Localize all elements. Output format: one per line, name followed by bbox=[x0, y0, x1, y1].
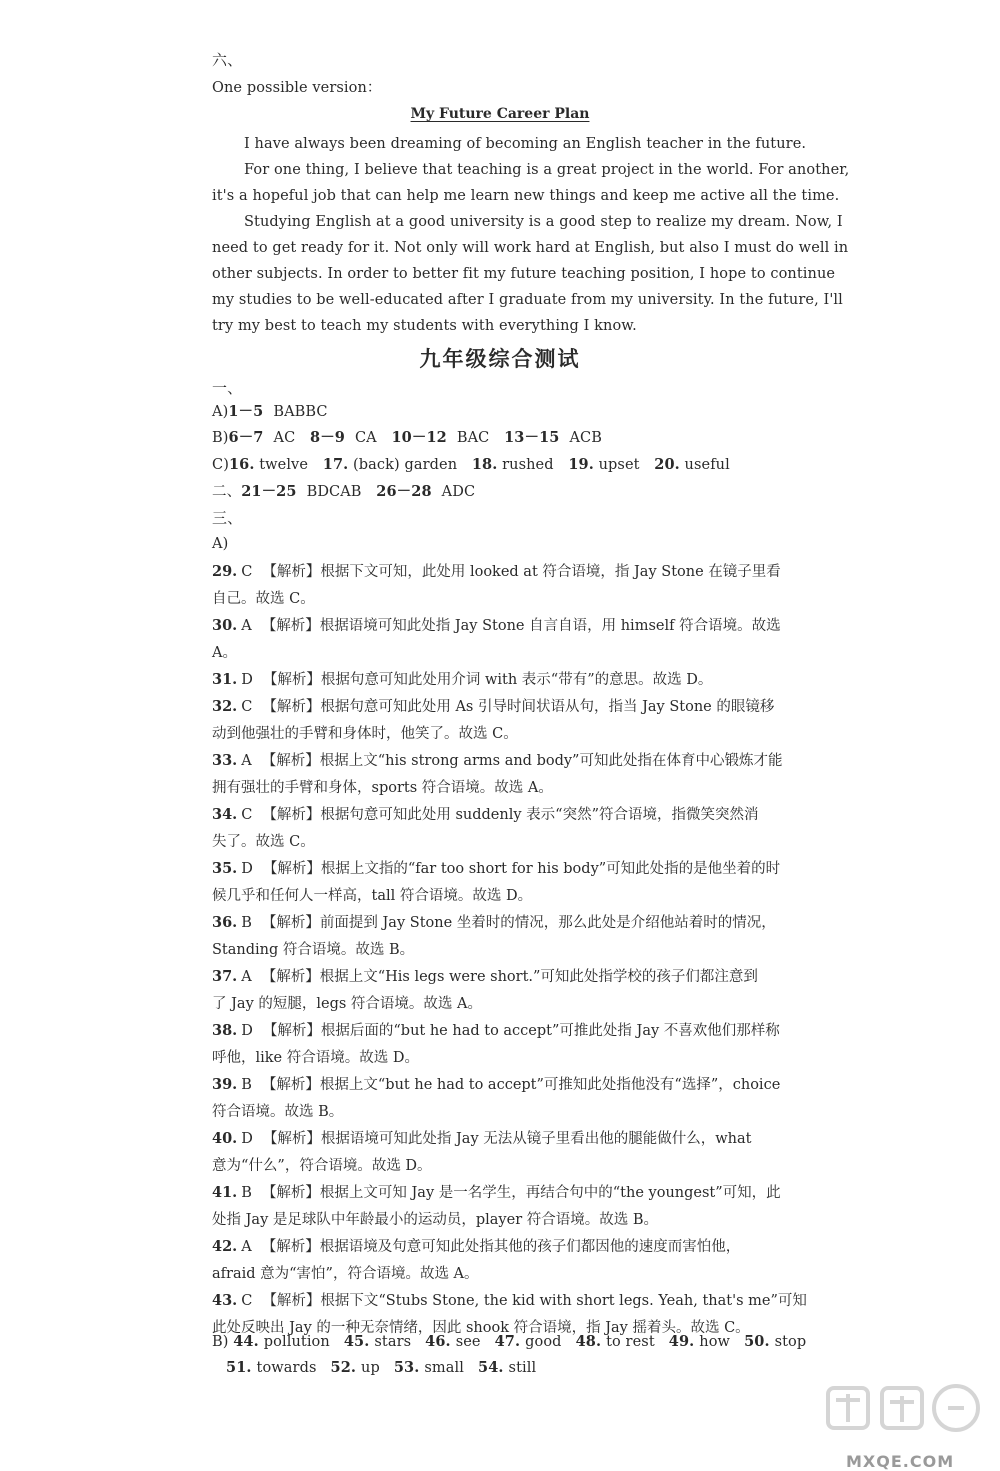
essay-line-6: other subjects. In order to better fit my future teaching position, I hope to continue bbox=[212, 266, 836, 282]
question-number: 43. bbox=[212, 1292, 238, 1309]
essay-line-5: need to get ready for it. Not only will work hard at English, but also I must do well in bbox=[212, 240, 849, 256]
explanation-line-1 bbox=[212, 562, 781, 582]
item-answer: how bbox=[699, 1334, 731, 1350]
answer-letter: C bbox=[241, 699, 253, 715]
answer-letter: B bbox=[241, 915, 252, 931]
essay-line-7: my studies to be well-educated after I graduate from my university. In the future, I'll bbox=[212, 292, 843, 308]
item-answer: small bbox=[424, 1360, 465, 1376]
explanation-line-2: 自己。故选 C。 bbox=[212, 591, 315, 607]
answer-letter: B bbox=[241, 1077, 252, 1093]
explanation-text: 【解析】根据语境及句意可知此处指其他的孩子们都因他的速度而害怕他， bbox=[261, 1239, 741, 1255]
explanation-line-2: 了 Jay 的短腿，legs 符合语境。故选 A。 bbox=[212, 996, 482, 1012]
essay-line-2: For one thing, I believe that teaching is a great project in the world. For another, bbox=[244, 162, 850, 178]
explanation-line-2: 符合语境。故选 B。 bbox=[212, 1104, 344, 1120]
item-number: 47. bbox=[494, 1333, 521, 1350]
essay-line-1: I have always been dreaming of becoming an English teacher in the future. bbox=[244, 136, 807, 152]
section-one-label: 一、 bbox=[212, 379, 243, 397]
section-six-label: 六、 bbox=[212, 51, 243, 69]
explanation-line-1 bbox=[212, 751, 782, 771]
section-two: 二、21－25 BDCAB 26－28 ADC bbox=[212, 483, 476, 500]
explanation-line-2: 拥有强壮的手臂和身体，sports 符合语境。故选 A。 bbox=[212, 780, 553, 796]
answer-letter: C bbox=[241, 564, 253, 580]
answer-letter: D bbox=[241, 1023, 253, 1039]
essay-line-3: it's a hopeful job that can help me learn new things and keep me active all the time. bbox=[212, 188, 840, 204]
item-answer: see bbox=[455, 1334, 481, 1350]
section-three-label: 三、 bbox=[212, 509, 243, 527]
section-one-b: B)6－7 AC 8－9 CA 10－12 BAC 13－15 ACB bbox=[212, 429, 602, 446]
answer-letter: A bbox=[241, 753, 252, 769]
item-number: 48. bbox=[575, 1333, 602, 1350]
explanation-text: 【解析】根据上文“his strong arms and body”可知此处指在体育中心锻炼才能 bbox=[261, 753, 783, 769]
question-number: 33. bbox=[212, 752, 238, 769]
explanation-line-2: 意为“什么”，符合语境。故选 D。 bbox=[212, 1158, 432, 1174]
part-b-line-1: B) 44. pollution 45. stars 46. see 47. good 48. to rest 49. how 50. stop bbox=[212, 1333, 807, 1350]
answer-letter: B bbox=[241, 1185, 252, 1201]
explanation-text: 【解析】根据上文“but he had to accept”可推知此处指他没有“选择”，choice bbox=[261, 1077, 781, 1093]
answer-letter: C bbox=[241, 807, 253, 823]
question-number: 40. bbox=[212, 1130, 238, 1147]
section-one-c: C)16. twelve 17. (back) garden 18. rushed 19. upset 20. useful bbox=[212, 456, 730, 473]
item-answer: good bbox=[525, 1334, 562, 1350]
question-number: 42. bbox=[212, 1238, 238, 1255]
item-number: 49. bbox=[668, 1333, 695, 1350]
item-number: 51. bbox=[226, 1359, 252, 1376]
question-number: 38. bbox=[212, 1022, 238, 1039]
answer-letter: A bbox=[241, 618, 252, 634]
question-number: 39. bbox=[212, 1076, 238, 1093]
explanation-line-2: A。 bbox=[212, 645, 237, 661]
explanation-line-1 bbox=[212, 616, 781, 636]
explanation-line-1 bbox=[212, 805, 758, 825]
section-one-a: A)1－5 BABBC bbox=[212, 403, 328, 420]
item-number: 53. bbox=[393, 1359, 420, 1376]
explanation-line-1 bbox=[212, 1183, 781, 1203]
test-title: 九年级综合测试 bbox=[419, 347, 581, 371]
explanation-line-1 bbox=[212, 1129, 751, 1149]
essay-title: My Future Career Plan bbox=[410, 106, 590, 122]
answer-letter: D bbox=[241, 1131, 253, 1147]
explanation-line-2: 此处反映出 Jay 的一种无奈情绪，因此 shook 符合语境，指 Jay 摇着头。故选 C。 bbox=[212, 1320, 750, 1336]
explanation-text: 【解析】根据上文指的“far too short for his body”可知此处指的是他坐着的时 bbox=[262, 861, 781, 877]
answer-letter: C bbox=[241, 1293, 253, 1309]
item-number: 52. bbox=[330, 1359, 357, 1376]
explanation-text: 【解析】根据后面的“but he had to accept”可推此处指 Jay 不喜欢他们那样称 bbox=[262, 1023, 780, 1039]
item-number: 46. bbox=[425, 1333, 451, 1350]
explanation-line-2: Standing 符合语境。故选 B。 bbox=[212, 942, 415, 958]
explanation-text: 【解析】根据语境可知此处指 Jay 无法从镜子里看出他的腿能做什么，what bbox=[262, 1131, 752, 1147]
question-number: 37. bbox=[212, 968, 238, 985]
explanation-text: 【解析】根据句意可知此处用 suddenly 表示“突然”符合语境，指微笑突然消 bbox=[262, 807, 759, 823]
explanation-text: 【解析】根据上文可知 Jay 是一名学生，再结合句中的“the youngest”可知，此 bbox=[261, 1185, 781, 1201]
explanation-line-1 bbox=[212, 967, 758, 987]
item-answer: stop bbox=[774, 1334, 807, 1350]
question-number: 35. bbox=[212, 860, 238, 877]
item-answer: up bbox=[361, 1360, 380, 1376]
explanation-line-2: 呼他，like 符合语境。故选 D。 bbox=[212, 1050, 419, 1066]
answer-letter: A bbox=[241, 1239, 252, 1255]
answer-letter: D bbox=[241, 672, 253, 688]
explanation-text: 【解析】根据下文可知，此处用 looked at 符合语境，指 Jay Stone 在镜子里看 bbox=[262, 564, 781, 580]
explanation-line-1 bbox=[212, 913, 776, 933]
answer-letter: A bbox=[241, 969, 252, 985]
explanation-text: 【解析】前面提到 Jay Stone 坐着时的情况，那么此处是介绍他站着时的情况， bbox=[261, 915, 776, 931]
explanation-line-1 bbox=[212, 859, 780, 879]
question-number: 30. bbox=[212, 617, 238, 634]
explanation-text: 【解析】根据语境可知此处指 Jay Stone 自言自语，用 himself 符合语境。故选 bbox=[261, 618, 781, 634]
item-number: 50. bbox=[744, 1333, 770, 1350]
explanation-line-2: 候几乎和任何人一样高，tall 符合语境。故选 D。 bbox=[212, 888, 533, 904]
explanation-text: 【解析】根据句意可知此处用介词 with 表示“带有”的意思。故选 D。 bbox=[262, 672, 713, 688]
explanation-text: 【解析】根据上文“His legs were short.”可知此处指学校的孩子们都注意到 bbox=[261, 969, 758, 985]
explanation-line-1 bbox=[212, 697, 774, 717]
section-three-a-label: A) bbox=[212, 536, 229, 552]
essay-line-8: try my best to teach my students with everything I know. bbox=[212, 318, 637, 334]
explanation-line-1 bbox=[212, 1237, 740, 1257]
question-number: 29. bbox=[212, 563, 238, 580]
explanation-line-1 bbox=[212, 1021, 780, 1041]
watermark-text: MXQE.COM bbox=[846, 1452, 955, 1471]
question-number: 34. bbox=[212, 806, 238, 823]
explanation-line-2: afraid 意为“害怕”，符合语境。故选 A。 bbox=[212, 1266, 479, 1282]
answer-letter: D bbox=[241, 861, 253, 877]
item-number: 45. bbox=[343, 1333, 370, 1350]
question-number: 36. bbox=[212, 914, 238, 931]
question-number: 41. bbox=[212, 1184, 238, 1201]
explanation-line-2: 处指 Jay 是足球队中年龄最小的运动员，player 符合语境。故选 B。 bbox=[212, 1212, 659, 1228]
explanation-text: 【解析】根据句意可知此处用 As 引导时间状语从句，指当 Jay Stone 的眼镜移 bbox=[262, 699, 775, 715]
explanation-line-1 bbox=[212, 1291, 807, 1311]
explanation-text: 【解析】根据下文“Stubs Stone, the kid with short legs. Yeah, that's me”可知 bbox=[262, 1293, 807, 1309]
explanation-line-1 bbox=[212, 1075, 780, 1095]
explanation-line-2: 动到他强壮的手臂和身体时，他笑了。故选 C。 bbox=[212, 726, 518, 742]
item-answer: towards bbox=[256, 1360, 317, 1376]
question-number: 32. bbox=[212, 698, 238, 715]
essay-intro: One possible version： bbox=[212, 80, 382, 96]
item-number: 54. bbox=[478, 1359, 504, 1376]
item-answer: to rest bbox=[606, 1334, 655, 1350]
item-answer: stars bbox=[374, 1334, 412, 1350]
essay-line-4: Studying English at a good university is a good step to realize my dream. Now, I bbox=[244, 214, 843, 230]
item-answer: pollution bbox=[263, 1334, 330, 1350]
item-number: 44. bbox=[233, 1333, 259, 1350]
part-b-line-2 bbox=[226, 1358, 550, 1378]
explanation-line-1 bbox=[212, 670, 712, 690]
item-answer: still bbox=[508, 1360, 537, 1376]
question-number: 31. bbox=[212, 671, 238, 688]
explanation-line-2: 失了。故选 C。 bbox=[212, 834, 315, 850]
